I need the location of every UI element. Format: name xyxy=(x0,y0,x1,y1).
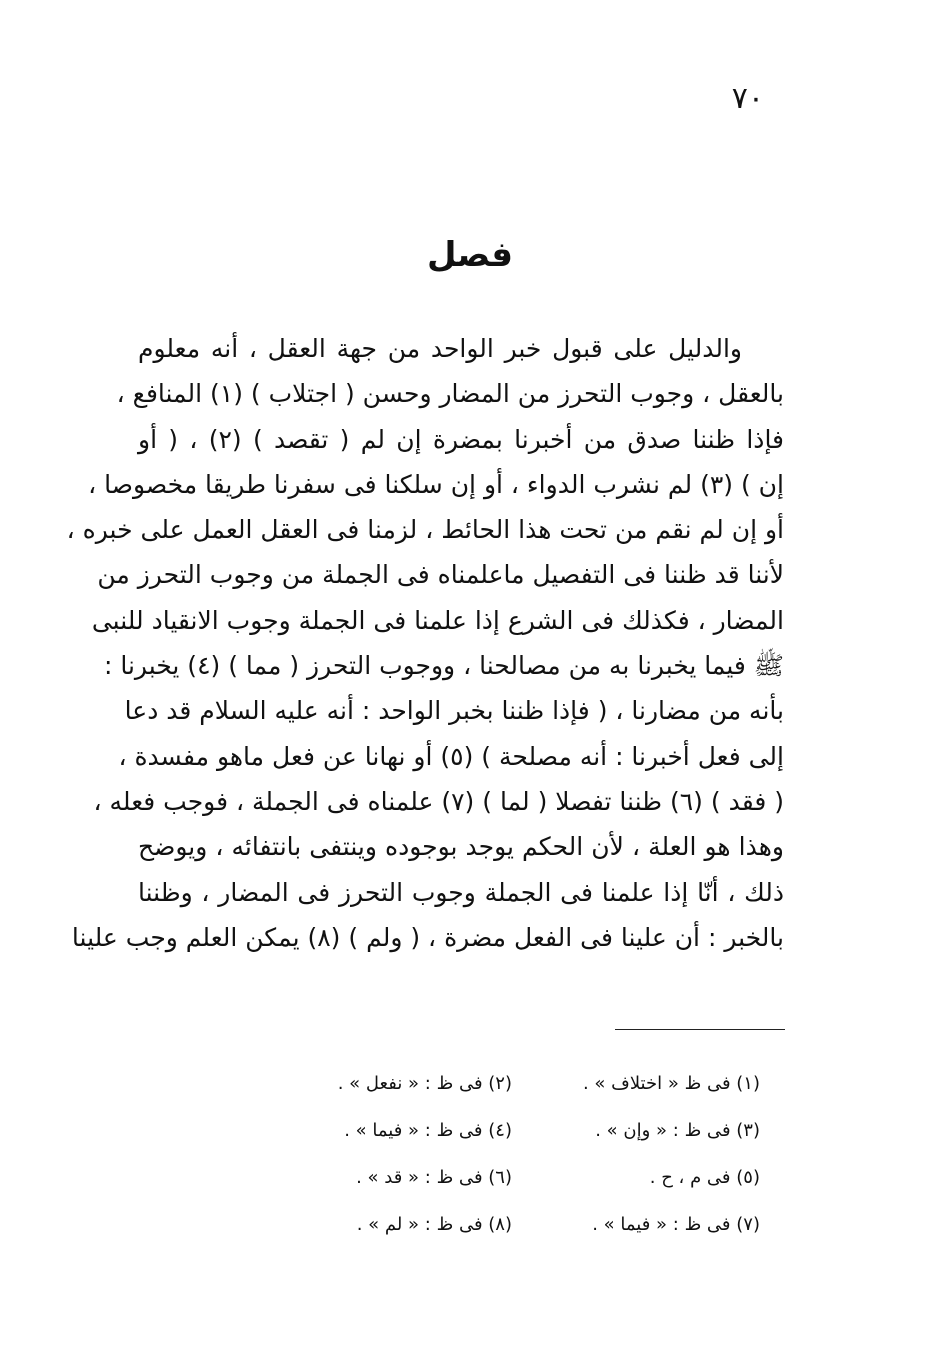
footnote: (٦) فى ظ : « قد » . xyxy=(356,1167,512,1188)
text-line: والدليل على قبول خبر الواحد من جهة العقل ، أنه معلوم xyxy=(138,334,742,363)
text-line: بأنه من مضارنا ، ( فإذا ظننا بخبر الواحد : أنه عليه السلام قد دعا xyxy=(124,696,784,726)
text-line: إلى فعل أخبرنا : أنه مصلحة ) (٥) أو نهانا عن فعل ماهو مفسدة ، xyxy=(118,741,784,771)
footnote: (٢) فى ظ : « نفعل » . xyxy=(337,1073,512,1094)
text-line: وهذا هو العلة ، لأن الحكم يوجد بوجوده وينتفى بانتفائه ، ويوضح xyxy=(138,832,784,862)
text-line: ( فقد ) (٦) ظننا تفصلا ( لما ) (٧) علمناه فى الجملة ، فوجب فعله ، xyxy=(93,786,784,816)
section-title: فصل xyxy=(426,235,514,275)
footnote: (٧) فى ظ : « فيما » . xyxy=(592,1214,760,1235)
text-line: ذلك ، أنّا إذا علمنا فى الجملة وجوب التحرز فى المضار ، وظننا xyxy=(138,877,784,907)
footnote-divider xyxy=(615,1029,785,1030)
footnote: (٨) فى ظ : « لم » . xyxy=(356,1214,512,1235)
footnotes xyxy=(260,1060,760,1248)
footnote: (٣) فى ظ : « وإن » . xyxy=(595,1120,760,1141)
footnote-row xyxy=(260,1060,760,1107)
footnote-row xyxy=(260,1154,760,1201)
text-line: ﷺ فيما يخبرنا به من مصالحنا ، ووجوب التحرز ( مما ) (٤) يخبرنا : xyxy=(103,651,784,681)
text-line: أو إن لم نقم من تحت هذا الحائط ، لزمنا فى العقل العمل على خبره ، xyxy=(66,515,784,545)
footnote: (١) فى ظ « اختلاف » . xyxy=(582,1073,760,1094)
text-line: المضار ، فكذلك فى الشرع إذا علمنا فى الجملة وجوب الانقياد للنبى xyxy=(91,605,784,635)
text-line: لأننا قد ظننا فى التفصيل ماعلمناه فى الجملة من وجوب التحرز من xyxy=(97,560,784,590)
footnote: (٥) فى م ، ح . xyxy=(649,1167,760,1188)
footnote-row xyxy=(260,1201,760,1248)
body-text xyxy=(66,326,785,960)
text-line: بالخبر : أن علينا فى الفعل مضرة ، ( ولم ) (٨) يمكن العلم وجب علينا xyxy=(71,922,784,952)
page-number: ٧٠ xyxy=(731,81,764,116)
text-line: إن ) (٣) لم نشرب الدواء ، أو إن سلكنا فى سفرنا طريقا مخصوصا ، xyxy=(88,469,784,499)
footnote-row xyxy=(260,1107,760,1154)
text-line: فإذا ظننا صدق من أخبرنا بمضرة إن لم ( تقصد ) (٢) ، ( أو xyxy=(138,424,785,454)
footnote: (٤) فى ظ : « فيما » . xyxy=(344,1120,512,1141)
text-line: بالعقل ، وجوب التحرز من المضار وحسن ( اجتلاب ) (١) المنافع ، xyxy=(116,379,784,409)
